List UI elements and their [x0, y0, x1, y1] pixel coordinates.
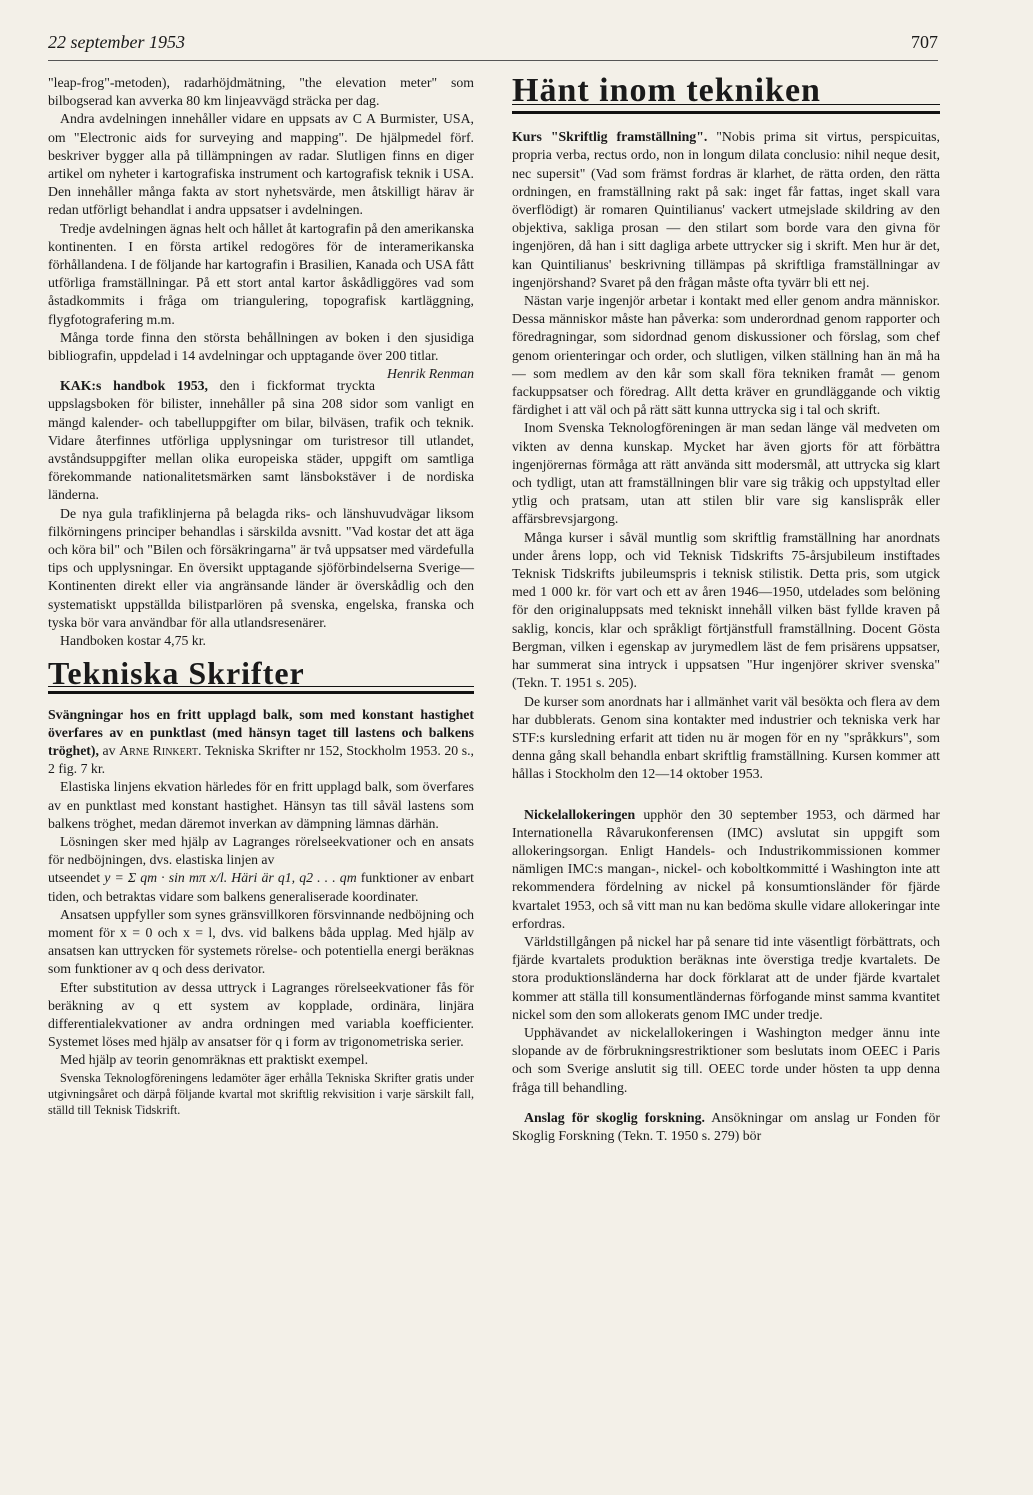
paragraph: De kurser som anordnats har i allmänhet varit väl besökta och flera av dem har dubblerats. Genom sina kontakter med industrier och tekniska verk har STF:s kursledning erfarit att tiden nu är mogen för en ny "språkkurs", som denna gång skall behandla enbart skriftlig framställning. Kursen kommer att hållas i Stockholm den 12—14 oktober 1953.	[512, 693, 940, 782]
article-lead: Nickelallokeringen	[524, 806, 636, 822]
page-number: 707	[911, 32, 938, 52]
paragraph: "leap-frog"-metoden), radarhöjdmätning, "the elevation meter" som bilbogserad kan avverka 80 km linjeavvägd sträcka per dag.	[48, 75, 474, 109]
author-signature: Henrik Renman	[387, 366, 474, 382]
article-text: "Nobis prima sit virtus, perspicuitas, propria verba, rectus ordo, non in longum dilata conclusio: nihil neque desit, nec supersit" (Vad som främst fordras är klarhet, de rätta orden, den rätta ordningen, en framställning rakt på sak: inget får fattas, inget skall vara överflödigt) är romaren Quintilianus' vackert utmejslade skildring av den objektiva, sakliga prosan — den stilart som borde vara den givna för ingenjören, då han i sitt dagliga arbete uttrycker sig i skrift. Men hur är det, kan Quintilianus' beskrivning tillämpas på skriftliga framställningar av ingenjörshand? Svaret på den frågan måste ofta tyvärr bli ett nej.	[512, 129, 940, 290]
article-kak	[48, 377, 474, 504]
section-title-tekniska-skrifter: Tekniska Skrifter	[48, 664, 474, 693]
article-text: av	[98, 742, 120, 758]
article-text: upphör den 30 september 1953, och därmed har Internationella Råvarukonferensen (IMC) avslutat sin uppgift som allokeringsorgan. Enligt Handels- och Industrikommissionen kommer nämligen IMC:s mangan-, nickel- och koboltkommitté i Washington inte att rekommendera fördelning av nickel på konsumtionsländer för fjärde kvartalet 1953, och så vitt man nu kan bedöma skulle vidare allokeringar inte erfordras.	[512, 806, 940, 931]
paragraph: Handboken kostar 4,75 kr.	[60, 633, 206, 649]
paragraph-text: utseendet	[48, 870, 105, 886]
paragraph-formula	[48, 869, 474, 905]
article-anslag	[512, 1109, 940, 1145]
paragraph: Nästan varje ingenjör arbetar i kontakt med eller genom andra människor. Dessa människor måste han påverka: som underordnad genom rapporter och föredragningar, som sidordnad genom diskussioner och förslag, som chef genom orienteringar och order, och slutligen, vilken ställning han än må ha — som medlem av den kår som skall föra tekniken framåt — genom fackuppsatser och föredrag. Allt detta kräver en grundläggande och viktig färdighet i att väl och på rätt sätt kunna uttrycka sig i tal och skrift.	[512, 293, 940, 418]
running-header	[48, 30, 938, 61]
article-nickel	[512, 806, 940, 933]
paragraph: Med hjälp av teorin genomräknas ett praktiskt exempel.	[60, 1052, 369, 1068]
paragraph-text: Många torde finna den största behållningen av boken i den sjusidiga bibliografin, uppdelad i 14 avdelningar och upptagande över 200 titlar.	[48, 329, 474, 364]
paragraph: Inom Svenska Teknologföreningen är man sedan länge väl medveten om vikten av denna kunskap. Mycket har även gjorts för att förbättra ingenjörernas förmåga att rätt använda sitt modersmål, att uttrycka sig klart och tydligt, utan att framställningen blir vare sig tråkig och uppstyltad eller ytlig och pratsam, utan att stilen blir vare sig kanslispråk eller affärsbrevsjargong.	[512, 420, 940, 527]
article-text: . Tekniska Skrifter nr 152, Stockholm 1953. 20 s., 2 fig. 7 kr.	[48, 742, 474, 777]
paragraph: De nya gula trafiklinjerna på belagda riks- och länshuvudvägar liksom filkörningens principer behandlas i särskilda avsnitt. "Vad kostar det att äga och köra bil" och "Bilen och försäkringarna" är två uppsatser med värdefulla tips och upplysningar. En översikt upptagande sjöförbindelserna Sverige—Kontinenten direkt eller via angränsande länder är överskådlig och den systematiskt uppställda bilistparlören på svenska, engelska, franska och tyska bör vara användbar för alla utlandsresenärer.	[48, 505, 474, 630]
paragraph: Upphävandet av nickelallokeringen i Washington medger ännu inte slopande av de förbrukningsrestriktioner som beslutats inom OEEC i Paris och som Sverige anslutit sig till. OEEC torde under hösten ta upp denna fråga till behandling.	[512, 1024, 940, 1095]
article-text: Ansökningar om anslag ur Fonden för Skoglig Forskning (Tekn. T. 1950 s. 279) bör	[512, 1109, 940, 1143]
paragraph: Ansatsen uppfyller som synes gränsvillkoren försvinnande nedböjning och moment för x = 0 och x = l, dvs. vid balkens båda upplag. Med hjälp av ansatsen kan uttrycken för systemets rörelse- och potentiella energi beräknas som funktioner av q och dess derivator.	[48, 906, 474, 977]
article-lead: Kurs "Skriftlig framställning".	[512, 129, 708, 145]
paragraph: Elastiska linjens ekvation härledes för en fritt upplagd balk, som överfares av en punktlast med konstant hastighet. Hänsyn tas till såväl lastens som balkens tröghet, medan däremot inverkan av dämpning lämnas därhän.	[48, 779, 474, 831]
article-text: den i fickformat tryckta uppslagsboken för bilister, innehåller på sina 208 sidor som vanligt en mängd kalender- och tabelluppgifter om bilar, bilväsen, trafik och teknik. Vidare återfinnes utförliga upplysningar om turistresor till utlandet, avståndsuppgifter mellan olika europeiska städer, uppgift om samtliga förekommande nationalitetsmärken samt länsbokstäver i de nordiska länderna.	[48, 378, 474, 503]
paragraph-text: funktioner av enbart tiden, och betraktas vidare som balkens generaliserade koordinater.	[48, 870, 474, 904]
article-lead: Anslag för skoglig forskning.	[524, 1109, 705, 1125]
left-column	[48, 74, 474, 1118]
section-title-hant-inom-tekniken: Hänt inom tekniken	[512, 78, 940, 114]
article-lead: KAK:s handbok 1953,	[60, 378, 208, 394]
paragraph: Världstillgången på nickel har på senare tid inte väsentligt förbättrats, och fjärde kvartalets produktion beräknas inte överstiga tredje kvartalets. De stora produktionsländerna har dock förklarat att de under fjärde kvartalet kommer att ställa till konsumentländernas förfogande minst samma kvantitet nickel som den som allokerats genom IMC under tredje.	[512, 933, 940, 1022]
footnote: Svenska Teknologföreningens ledamöter äger erhålla Tekniska Skrifter gratis under utgivningsåret och därpå följande kvartal mot skriftlig rekvisition i varje särskilt fall, ställd till Teknisk Tidskrift.	[48, 1070, 474, 1117]
paragraph: Efter substitution av dessa uttryck i Lagranges rörelseekvationer fås för beräkning av q ett system av kopplade, ordinära, linjära differentialekvationer av andra ordningen med variabla koefficienter. Systemet löses med hjälp av ansatser för q i form av trigonometriska serier.	[48, 979, 474, 1050]
paragraph: Andra avdelningen innehåller vidare en uppsats av C A Burmister, USA, om "Electronic aids for surveying and mapping". De hjälpmedel förf. beskriver bygger alla på tillämpningen av radar. Slutligen finns en diger artikel om nyheter i kartografiska instrument och kartografisk teknik i USA. Den innehåller många fakta av stort nyhetsvärde, men åtskilligt härav är redan utförligt behandlat i andra uppsatser i avdelningen.	[48, 111, 474, 218]
paragraph	[48, 329, 474, 382]
paragraph: Tredje avdelningen ägnas helt och hållet åt kartografin på den amerikanska kontinenten. I en första artikel redogöres för de interamerikanska förhållandena. I de följande har kartografin i Brasilien, Kanada och USA fått utförliga framställningar. På ett stort antal kartor åskådliggöres vad som åstadkommits i fråga om triangulering, topografisk kartläggning, flygfotografering m.m.	[48, 220, 475, 327]
article-lead: Svängningar hos en fritt upplagd balk, som med konstant hastighet överfares av en punktlast (med hänsyn taget till lastens och balkens tröghet),	[48, 706, 474, 758]
article-kurs	[512, 128, 940, 292]
formula: y = Σ qm · sin mπ x/l. Häri är q1, q2 . . . qm	[104, 870, 357, 886]
paragraph: Många kurser i såväl muntlig som skriftlig framställning har anordnats under årens lopp, och vid Teknisk Tidskrifts 75-årsjubileum instiftades Teknisk Tidskrifts jubileumspris i teknisk stilistik. Detta pris, som utgick med 1 000 kr. för vart och ett av åren 1946—1950, utdelades som belöning för den originaluppsats med tekniskt innehåll vilken bäst fyllde kraven på saklig, koncis, klar och språkligt förtjänstfull framställning. Docent Gösta Bergman, vilken i egenskap av jurymedlem läst de fem prisärens uppsatser, har summerat sina intryck i uppsatsen "Hur ingenjörer skriver svenska" (Tekn. T. 1951 s. 205).	[512, 529, 940, 691]
issue-date: 22 september 1953	[48, 32, 185, 52]
right-column	[512, 74, 940, 1145]
paragraph: Lösningen sker med hjälp av Lagranges rörelseekvationer och en ansats för nedböjningen, dvs. elastiska linjen av	[48, 833, 474, 868]
article-tekniska-skrifter	[48, 706, 474, 779]
article-author: Arne Rinkert	[119, 742, 198, 758]
